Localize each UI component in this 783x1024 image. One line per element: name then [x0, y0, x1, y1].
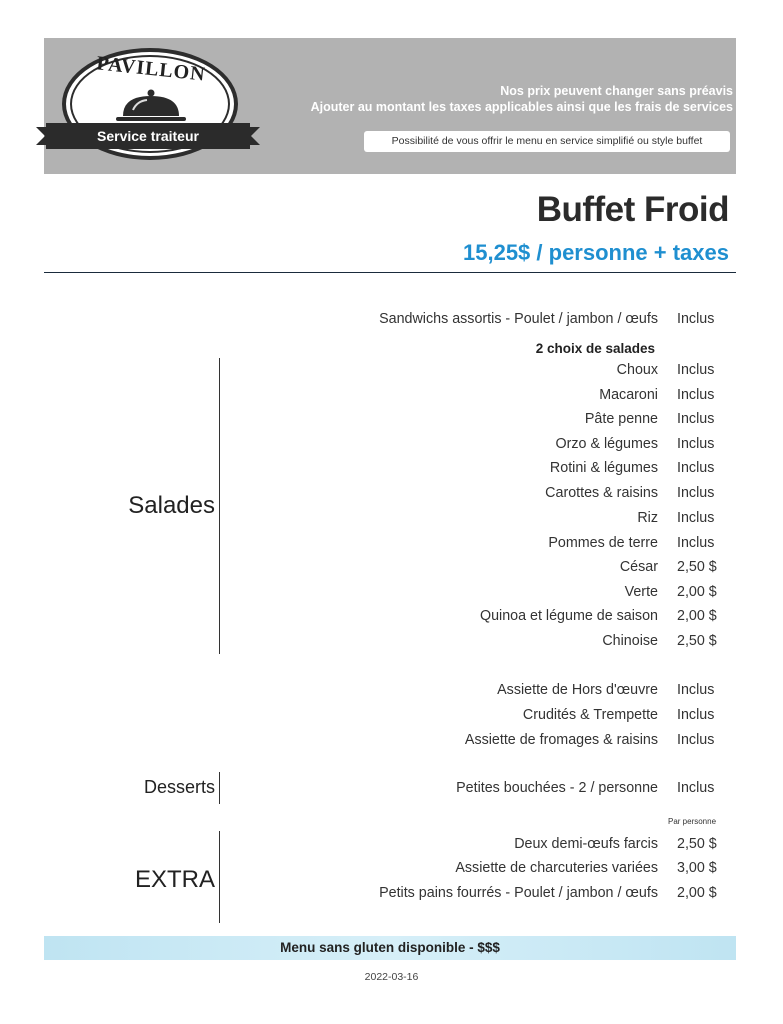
- salad-item-value: Inclus: [677, 460, 715, 476]
- salad-item-label: Verte: [624, 584, 658, 600]
- service-note-box: Possibilité de vous offrir le menu en service simplifié ou style buffet: [364, 131, 730, 152]
- salad-item-label: Riz: [637, 510, 658, 526]
- section-divider-extra: [219, 831, 220, 923]
- section-divider-salades: [219, 358, 220, 654]
- document-date: 2022-03-16: [364, 971, 419, 983]
- salad-item-value: 2,50 $: [677, 633, 717, 649]
- salad-item-label: Macaroni: [599, 387, 658, 403]
- title-divider: [44, 272, 736, 273]
- dessert-item-label: Petites bouchées - 2 / personne: [456, 780, 658, 796]
- page-title: Buffet Froid: [536, 190, 729, 229]
- plate-item-label: Assiette de Hors d'œuvre: [497, 682, 658, 698]
- menu-item-label: Sandwichs assortis - Poulet / jambon / œufs: [379, 311, 658, 327]
- salad-item-value: 2,00 $: [677, 584, 717, 600]
- salad-item-label: Rotini & légumes: [549, 460, 658, 476]
- salad-item-value: 2,00 $: [677, 608, 717, 624]
- salad-choice-heading: 2 choix de salades: [535, 341, 655, 356]
- salad-item-value: 2,50 $: [677, 559, 717, 575]
- per-person-note: Par personne: [668, 817, 717, 826]
- section-label-extra: EXTRA: [134, 866, 215, 893]
- price-change-notice: Nos prix peuvent changer sans préavis: [500, 84, 733, 98]
- price-per-person: 15,25$ / personne + taxes: [463, 240, 729, 265]
- salad-item-label: Pommes de terre: [548, 535, 658, 551]
- plate-item-value: Inclus: [677, 732, 715, 748]
- menu-item-value: Inclus: [677, 311, 715, 327]
- salad-item-label: Orzo & légumes: [555, 436, 658, 452]
- salad-item-value: Inclus: [677, 362, 715, 378]
- section-label-desserts: Desserts: [143, 777, 215, 797]
- salad-item-label: Carottes & raisins: [545, 485, 658, 501]
- extra-item-value: 2,50 $: [677, 836, 717, 852]
- logo-ribbon-text: Service traiteur: [97, 128, 199, 144]
- salad-item-label: Chinoise: [602, 633, 658, 649]
- plate-item-label: Crudités & Trempette: [522, 707, 658, 723]
- salad-item-value: Inclus: [677, 485, 715, 501]
- section-divider-desserts: [219, 772, 220, 804]
- gluten-free-note: Menu sans gluten disponible - $$$: [280, 940, 500, 955]
- section-label-salades: Salades: [128, 492, 215, 519]
- salad-item-label: César: [619, 559, 658, 575]
- plate-item-label: Assiette de fromages & raisins: [464, 732, 658, 748]
- salad-item-label: Quinoa et légume de saison: [479, 608, 658, 624]
- extra-item-value: 2,00 $: [677, 885, 717, 901]
- salad-item-label: Pâte penne: [584, 411, 658, 427]
- plate-item-value: Inclus: [677, 707, 715, 723]
- salad-item-value: Inclus: [677, 436, 715, 452]
- extra-item-label: Deux demi-œufs farcis: [514, 836, 658, 852]
- dessert-item-value: Inclus: [677, 780, 715, 796]
- salad-item-value: Inclus: [677, 535, 715, 551]
- cloche-icon: [113, 88, 189, 124]
- extra-item-value: 3,00 $: [677, 860, 717, 876]
- salad-item-value: Inclus: [677, 411, 715, 427]
- plate-item-value: Inclus: [677, 682, 715, 698]
- tax-notice: Ajouter au montant les taxes applicables ainsi que les frais de services: [310, 100, 733, 114]
- extra-item-label: Assiette de charcuteries variées: [455, 860, 658, 876]
- salad-item-label: Choux: [616, 362, 658, 378]
- logo-wordmark: PAVILLON: [95, 52, 207, 86]
- salad-item-value: Inclus: [677, 510, 715, 526]
- salad-item-value: Inclus: [677, 387, 715, 403]
- extra-item-label: Petits pains fourrés - Poulet / jambon / œufs: [379, 885, 658, 901]
